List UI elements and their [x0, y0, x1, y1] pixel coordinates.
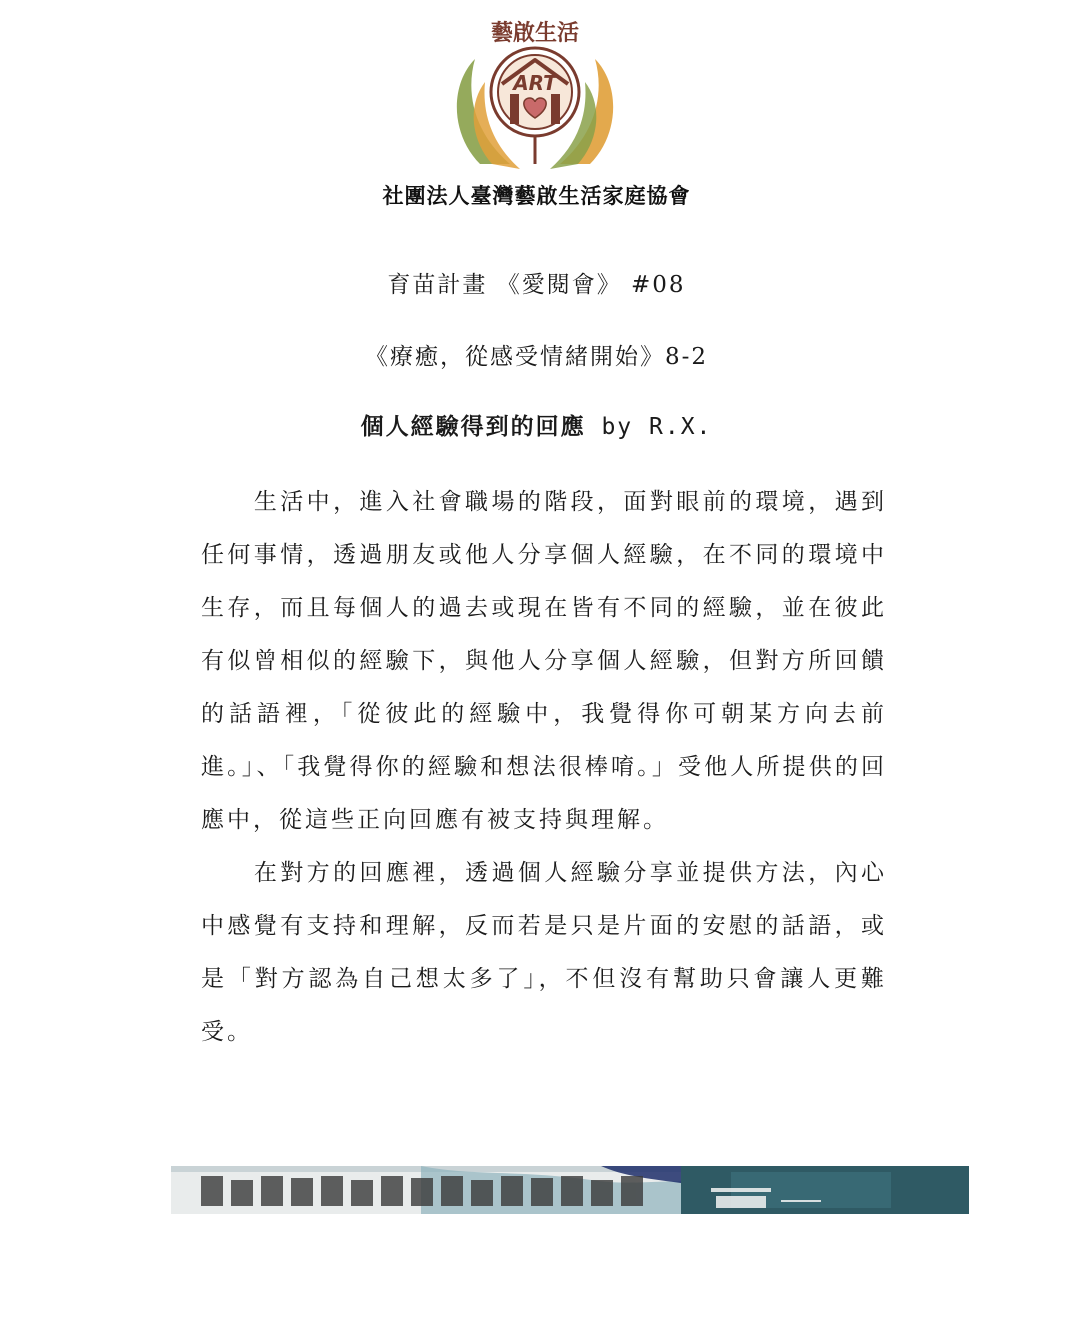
article-title [0, 408, 1073, 441]
paragraph-2: 在對方的回應裡，透過個人經驗分享並提供方法，內心中感覺有支持和理解，反而若是只是片面的安慰的話語，或是「對方認為自己想太多了」，不但沒有幫助只會讓人更難受。 [201, 860, 887, 1045]
organization-name: 社團法人臺灣藝啟生活家庭協會 [382, 184, 691, 208]
org-logo [440, 14, 630, 184]
book-cover-strip-image [171, 1166, 969, 1214]
article-body [201, 476, 887, 1059]
logo-title-text: 藝啟生活 [490, 21, 580, 46]
book-title: 《療癒，從感受情緒開始》8-2 [364, 344, 709, 370]
logo-art-text: ART [513, 71, 557, 95]
article-title-text: 個人經驗得到的回應 [360, 413, 586, 440]
paragraph-1: 生活中，進入社會職場的階段，面對眼前的環境，遇到任何事情，透過朋友或他人分享個人經驗，在不同的環境中生存，而且每個人的過去或現在皆有不同的經驗，並在彼此有似曾相似的經驗下，與他人分享個人經驗，但對方所回饋的話語裡，「從彼此的經驗中，我覺得你可朝某方向去前進。」、「我覺得你的經驗和想法很棒唷。」受他人所提供的回應中，從這些正向回應有被支持與理解。 [201, 489, 887, 833]
program-title: 育苗計畫 《愛閱會》 #08 [387, 272, 686, 298]
article-byline: by R.X. [585, 414, 713, 440]
